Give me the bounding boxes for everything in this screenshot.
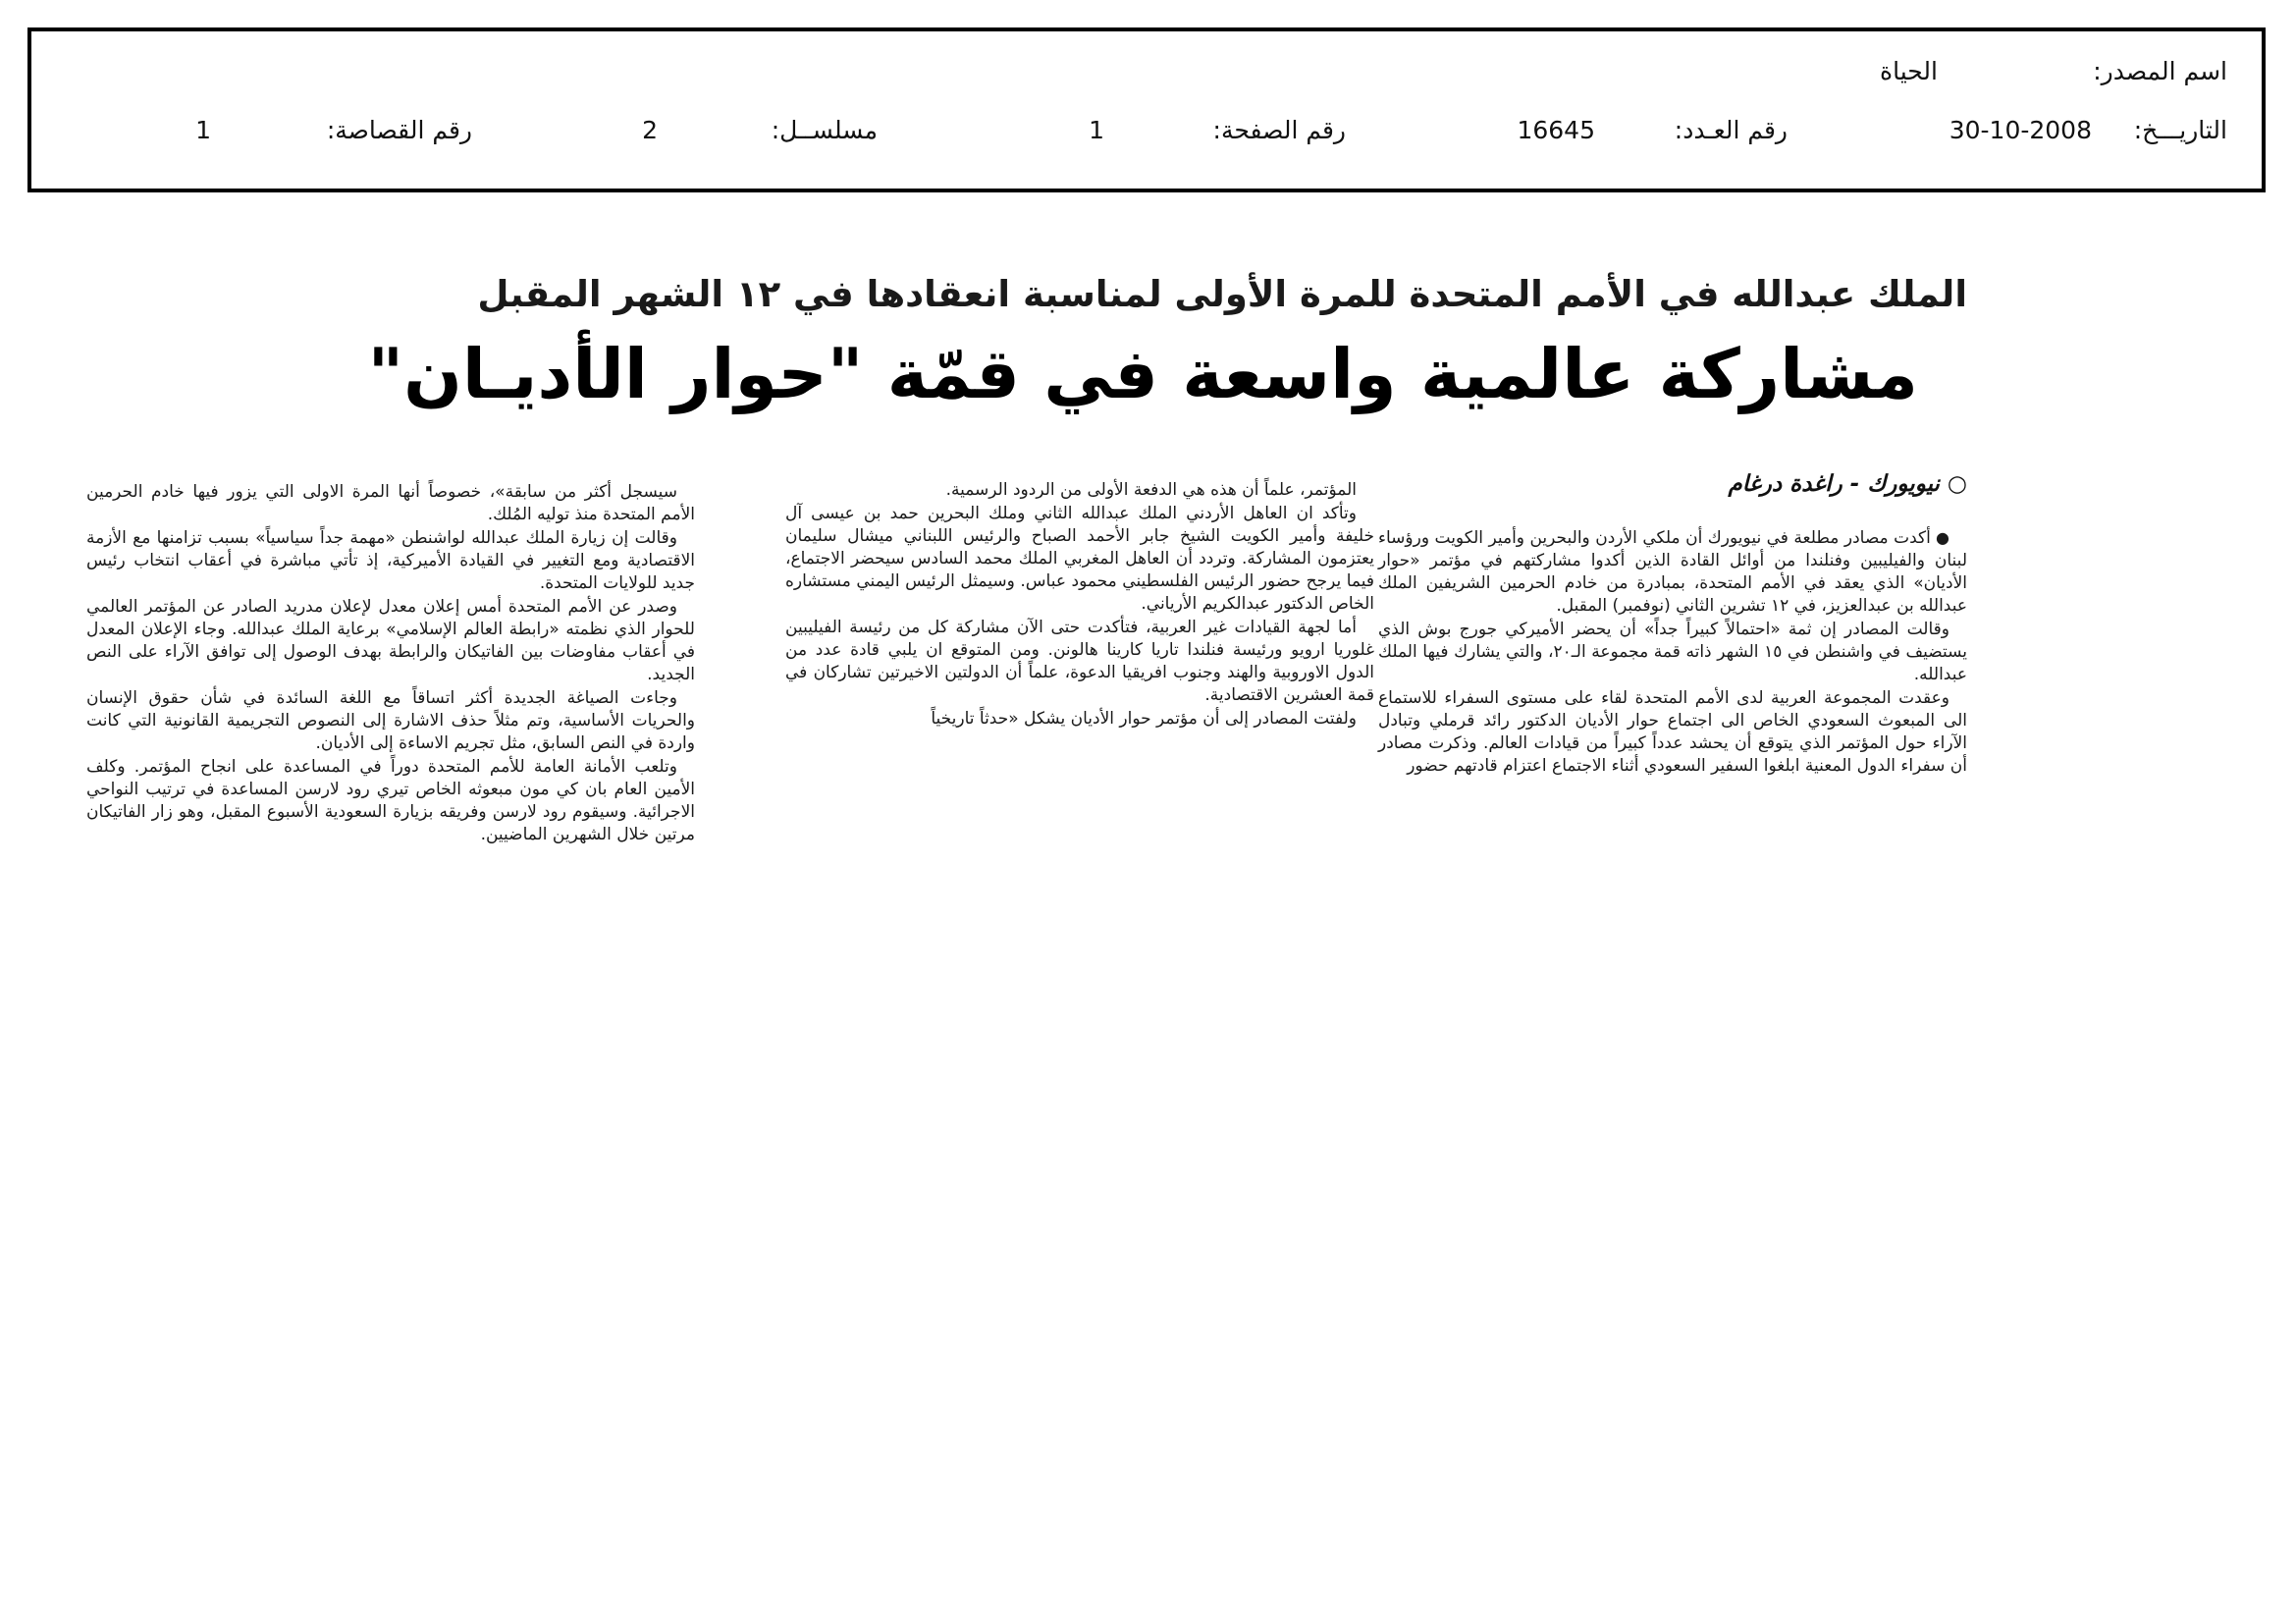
article-column-3 (86, 481, 695, 847)
column-paragraph: أما لجهة القيادات غير العربية، فتأكدت حتى الآن مشاركة كل من رئيسة الفيليبين غلوريا ارويو ورئيسة فنلندا تاريا كارينا هالونن. ومن المتوقع ان يلبي قادة عدد من الدول الاوروبية والهند وجنوب افريقيا الدعوة، علماً أن الدولتين الاخيرتين تشاركان في قمة العشرين الاقتصادية. (785, 618, 1374, 705)
clip-number-value: 1 (195, 116, 211, 144)
column-paragraph: ● أكدت مصادر مطلعة في نيويورك أن ملكي الأردن والبحرين وأمير الكويت ورؤساء لبنان والفيليبين وفنلندا من أوائل القادة الذين أكدوا مشاركتهم في مؤتمر «حوار الأديان» الذي يعقد في الأمم المتحدة، بمبادرة من خادم الحرمين الشريفين الملك عبدالله بن عبدالعزيز، في ١٢ تشرين الثاني (نوفمبر) المقبل. (1378, 528, 1967, 616)
date-label: التاريـــخ: (2133, 116, 2227, 144)
column-paragraph: وقالت إن زيارة الملك عبدالله لواشنطن «مهمة جداً سياسياً» بسبب تزامنها مع الأزمة الاقتصادية ومع التغيير في القيادة الأميركية، إذ تأتي مباشرة في أعقاب انتخاب رئيس جديد للولايات المتحدة. (86, 528, 695, 593)
column-paragraph: وصدر عن الأمم المتحدة أمس إعلان معدل لإعلان مدريد الصادر عن المؤتمر العالمي للحوار الذي نظمته «رابطة العالم الإسلامي» برعاية الملك عبدالله. وجاء الإعلان المعدل في أعقاب مفاوضات بين الفاتيكان والرابطة بهدف الوصول إلى توافق الآراء على النص الجديد. (86, 597, 695, 684)
column-paragraph: وجاءت الصياغة الجديدة أكثر اتساقاً مع اللغة السائدة في شأن حقوق الإنسان والحريات الأساسية، وتم مثلاً حذف الاشارة إلى النصوص التجريمية القانونية التي كانت واردة في النص السابق، مثل تجريم الاساءة إلى الأديان. (86, 688, 695, 753)
article-column-2 (785, 479, 1374, 731)
clip-number-label: رقم القصاصة: (326, 116, 472, 144)
column-paragraph: وتلعب الأمانة العامة للأمم المتحدة دوراً في المساعدة على انجاح المؤتمر. وكلف الأمين العام بان كي مون مبعوثه الخاص تيري رود لارسن المساعدة في ترتيب النواحي الاجرائية. وسيقوم رود لارسن وفريقه بزيارة السعودية الأسبوع المقبل، وهو زار الفاتيكان مرتين خلال الشهرين الماضيين. (86, 757, 695, 844)
byline-text: نيويورك - راغدة درغام (1728, 471, 1940, 497)
page-value: 1 (1089, 116, 1104, 144)
column-paragraph: المؤتمر، علماً أن هذه هي الدفعة الأولى من الردود الرسمية. (945, 480, 1357, 500)
issue-label: رقم العـدد: (1674, 116, 1788, 144)
page-label: رقم الصفحة: (1212, 116, 1346, 144)
bullet-icon: ○ (1939, 471, 1967, 497)
source-value: الحياة (1880, 57, 1938, 85)
source-label: اسم المصدر: (2093, 57, 2227, 85)
clipping-metadata-box (27, 27, 2266, 192)
serial-value: 2 (642, 116, 658, 144)
serial-label: مسلســل: (771, 116, 878, 144)
article-column-1 (1378, 526, 1967, 779)
column-paragraph: وعقدت المجموعة العربية لدى الأمم المتحدة لقاء على مستوى السفراء للاستماع الى المبعوث السعودي الخاص الى اجتماع حوار الأديان الدكتور رائد قرملي وتبادل الآراء حول المؤتمر الذي يتوقع أن يحشد عدداً كبيراً من قيادات العالم. وذكرت مصادر أن سفراء الدول المعنية ابلغوا السفير السعودي أثناء الاجتماع اعتزام قادتهم حضور (1378, 688, 1967, 776)
column-paragraph: وقالت المصادر إن ثمة «احتمالاً كبيراً جداً» أن يحضر الأميركي جورج بوش الذي يستضيف في واشنطن في ١٥ الشهر ذاته قمة مجموعة الـ٢٠، والتي يشارك فيها الملك عبدالله. (1378, 620, 1967, 684)
article-headline: مشاركة عالمية واسعة في قمّة "حوار الأديـان" (367, 334, 1918, 414)
article-byline (1378, 471, 1967, 497)
column-paragraph: ولفتت المصادر إلى أن مؤتمر حوار الأديان يشكل «حدثاً تاريخياً (931, 709, 1357, 729)
column-paragraph: وتأكد ان العاهل الأردني الملك عبدالله الثاني وملك البحرين حمد بن عيسى آل خليفة وأمير الكويت الشيخ جابر الأحمد الصباح والرئيس اللبناني ميشال سليمان يعتزمون المشاركة. وتردد أن العاهل المغربي الملك محمد السادس سيحضر الاجتماع، فيما يرجح حضور الرئيس الفلسطيني محمود عباس. وسيمثل الرئيس اليمني مستشاره الخاص الدكتور عبدالكريم الأرياني. (785, 504, 1374, 614)
date-value: 30-10-2008 (1949, 116, 2092, 144)
column-paragraph: سيسجل أكثر من سابقة»، خصوصاً أنها المرة الاولى التي يزور فيها خادم الحرمين الأمم المتحدة منذ توليه المُلك. (86, 482, 695, 524)
paragraph-bullet-icon: ● (1930, 528, 1949, 547)
article-kicker: الملك عبدالله في الأمم المتحدة للمرة الأولى لمناسبة انعقادها في ١٢ الشهر المقبل (477, 273, 1967, 315)
issue-value: 16645 (1517, 116, 1595, 144)
